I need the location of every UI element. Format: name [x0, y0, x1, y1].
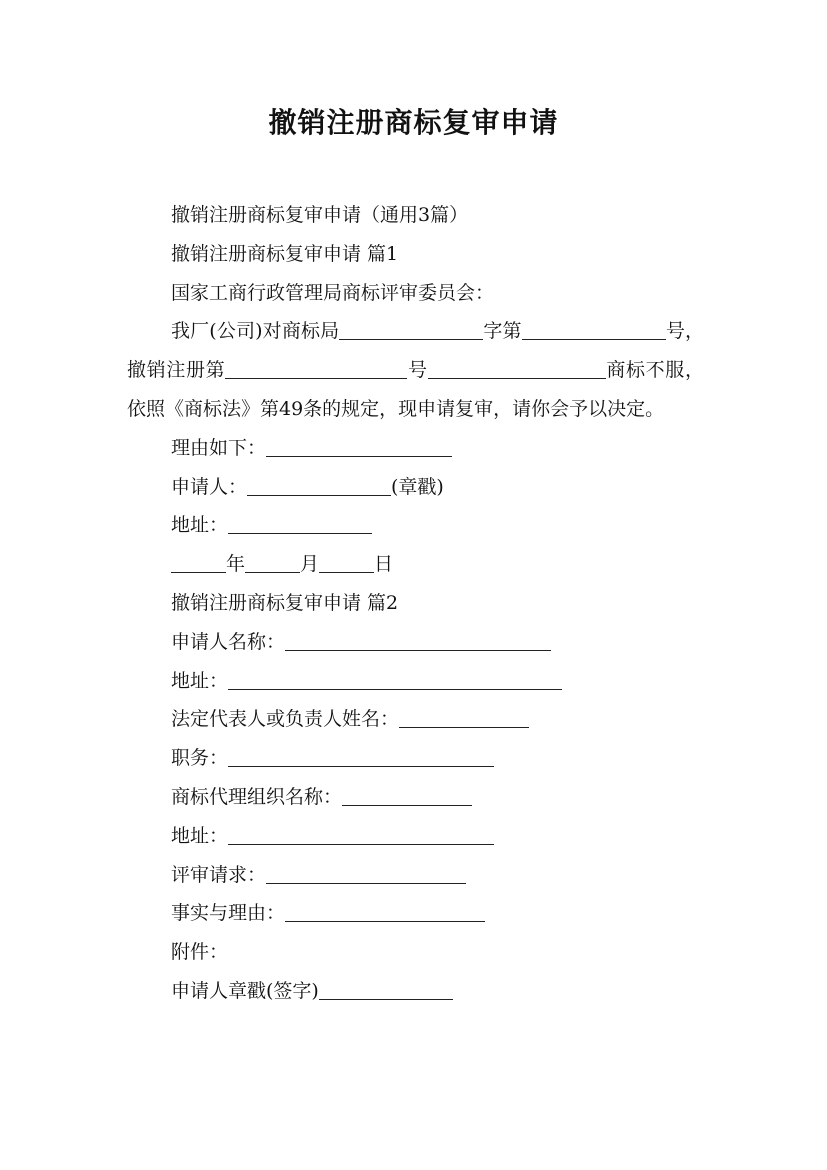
review-request-label: 评审请求： [171, 863, 267, 886]
address2-blank [228, 670, 562, 690]
year-label: 年 [226, 553, 246, 576]
section1-heading: 撤销注册商标复审申请 篇1 [171, 242, 399, 265]
facts-reasons-blank [285, 902, 485, 922]
document-title: 撤销注册商标复审申请 [268, 106, 559, 139]
request-text-2: 字第 [483, 320, 522, 343]
request-paragraph [127, 312, 704, 428]
address2-label: 地址： [171, 669, 229, 692]
request-text-4: 号 [407, 359, 428, 382]
legal-rep-blank [399, 708, 529, 728]
agent-address-blank [228, 825, 494, 845]
agent-address-line [127, 817, 704, 856]
reason-blank [266, 437, 452, 457]
reason-label: 理由如下： [171, 436, 267, 459]
month-label: 月 [300, 553, 320, 576]
attachment-line: 附件： [171, 941, 229, 964]
agent-address-label: 地址： [171, 824, 229, 847]
addressee-line: 国家工商行政管理局商标评审委员会： [171, 281, 495, 304]
agent-org-label: 商标代理组织名称： [171, 785, 343, 808]
facts-reasons-label: 事实与理由： [171, 902, 286, 925]
decision-number-blank [339, 320, 483, 340]
day-label: 日 [374, 553, 394, 576]
position-label: 职务： [171, 747, 229, 770]
reason-line [127, 429, 704, 468]
review-request-line [127, 856, 704, 895]
agent-org-line [127, 778, 704, 817]
applicant-line [127, 468, 704, 507]
applicant-name-line [127, 623, 704, 662]
request-text-5: 商标不服，依照《商标法》第49条的规定，现申请复审，请你会予以决定。 [127, 359, 704, 420]
signature-line [127, 972, 704, 1011]
section2-heading: 撤销注册商标复审申请 篇2 [171, 591, 399, 614]
day-blank [319, 553, 374, 573]
legal-rep-line [127, 700, 704, 739]
document-body [127, 196, 704, 1011]
address-label: 地址： [171, 514, 229, 537]
applicant-name-blank [285, 631, 551, 651]
registration-number-blank [225, 359, 407, 379]
date-line [127, 545, 704, 584]
applicant-name-label: 申请人名称： [171, 630, 286, 653]
facts-reasons-line [127, 894, 704, 933]
address-blank [228, 514, 372, 534]
request-text-3: 号，撤销注册第 [127, 320, 704, 382]
month-blank [245, 553, 300, 573]
decision-serial-blank [522, 320, 666, 340]
address-line [127, 506, 704, 545]
legal-rep-label: 法定代表人或负责人姓名： [171, 708, 400, 731]
applicant-seal-label: (章戳) [391, 475, 444, 498]
applicant-blank [247, 476, 391, 496]
address2-line [127, 662, 704, 701]
position-line [127, 739, 704, 778]
signature-blank [319, 980, 453, 1000]
review-request-blank [266, 864, 466, 884]
intro-line: 撤销注册商标复审申请（通用3篇） [171, 204, 469, 226]
signature-label: 申请人章戳(签字) [171, 979, 319, 1002]
year-blank [171, 553, 226, 573]
applicant-label: 申请人： [171, 475, 248, 498]
agent-org-blank [342, 786, 472, 806]
request-text-1: 我厂(公司)对商标局 [171, 320, 340, 343]
position-blank [228, 747, 494, 767]
trademark-name-blank [428, 359, 606, 379]
